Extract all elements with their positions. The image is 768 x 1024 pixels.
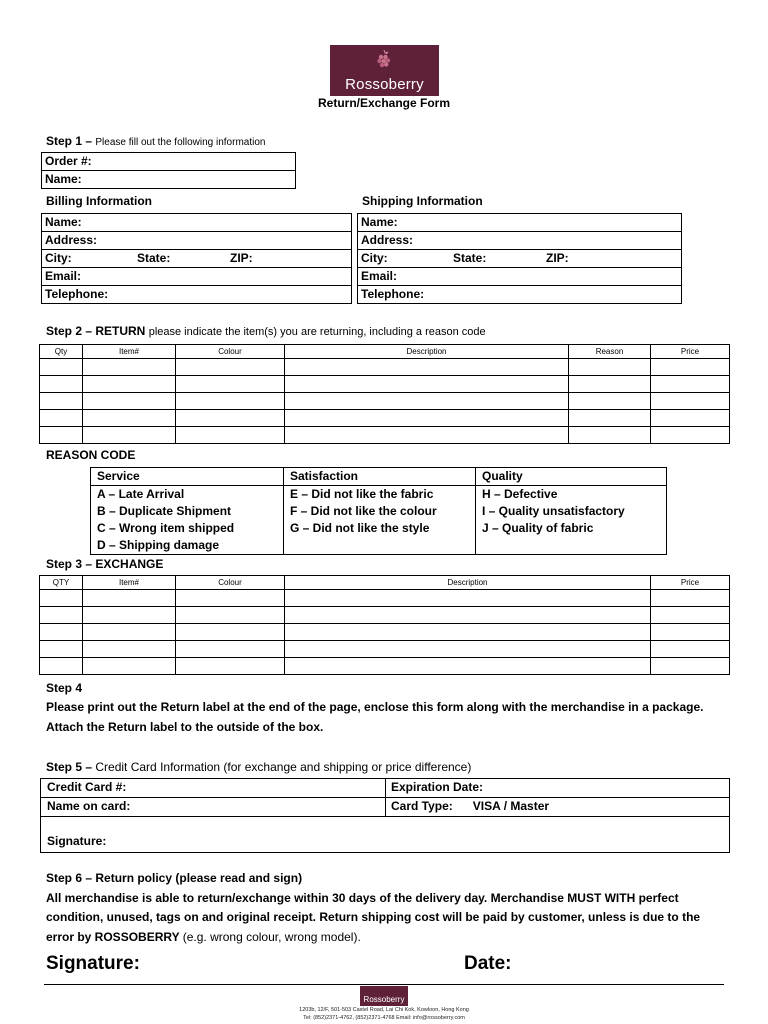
card-type-field[interactable] xyxy=(391,799,549,813)
reason-item xyxy=(284,537,476,555)
billing-email-field[interactable]: Email: xyxy=(42,268,352,286)
table-cell[interactable] xyxy=(176,427,285,444)
table-cell[interactable] xyxy=(40,410,83,427)
billing-city-label: City: xyxy=(45,251,72,265)
table-cell[interactable] xyxy=(83,410,176,427)
step6-heading: Step 6 – Return policy (please read and sign) xyxy=(46,871,303,885)
col-colour: Colour xyxy=(176,345,285,359)
shipping-heading: Shipping Information xyxy=(362,194,483,208)
table-row xyxy=(40,624,730,641)
footer-contact: Tel: (852)2371-4762, (852)2371-4768 Email: info@rossoberry.com xyxy=(303,1015,465,1021)
policy-line: condition, unused, tags on and original receipt. Return shipping cost will be paid by customer, unless is due to the xyxy=(46,910,701,924)
table-cell[interactable] xyxy=(40,359,83,376)
card-signature-field[interactable]: Signature: xyxy=(47,834,107,848)
date-label: Date: xyxy=(464,953,512,974)
table-row xyxy=(40,590,730,607)
return-items-table xyxy=(39,344,730,444)
table-cell[interactable] xyxy=(651,641,730,658)
table-row xyxy=(40,393,730,410)
table-cell[interactable] xyxy=(569,393,651,410)
billing-telephone-field[interactable]: Telephone: xyxy=(42,286,352,304)
step4-heading: Step 4 xyxy=(46,681,83,695)
table-row xyxy=(40,658,730,675)
table-cell[interactable] xyxy=(176,410,285,427)
table-cell[interactable] xyxy=(569,359,651,376)
table-cell[interactable] xyxy=(651,359,730,376)
table-cell[interactable] xyxy=(651,658,730,675)
brand-logo xyxy=(330,45,439,96)
footer-logo: Rossoberry xyxy=(360,986,408,1006)
table-cell[interactable] xyxy=(651,393,730,410)
table-cell[interactable] xyxy=(285,393,569,410)
billing-zip-label: ZIP: xyxy=(230,251,253,265)
table-cell[interactable] xyxy=(285,641,651,658)
reason-code-table xyxy=(90,467,667,555)
table-row xyxy=(40,427,730,444)
policy-line: All merchandise is able to return/exchange within 30 days of the delivery day. Merchandise MUST WITH perfect xyxy=(46,890,679,905)
billing-name-field[interactable]: Name: xyxy=(42,214,352,232)
name-on-card-field[interactable]: Name on card: xyxy=(47,799,131,813)
table-row xyxy=(40,641,730,658)
reason-category-quality: Quality xyxy=(476,468,667,486)
footer-divider xyxy=(44,984,724,985)
reason-item: F – Did not like the colour xyxy=(284,503,476,520)
table-cell[interactable] xyxy=(176,624,285,641)
table-cell[interactable] xyxy=(83,658,176,675)
table-cell[interactable] xyxy=(651,427,730,444)
reason-item: J – Quality of fabric xyxy=(476,520,667,537)
policy-line: error by ROSSOBERRY (e.g. wrong colour, wrong model). xyxy=(46,929,361,944)
table-cell[interactable] xyxy=(40,624,83,641)
step1-heading: Step 1 – Please fill out the following information xyxy=(46,134,266,148)
table-cell[interactable] xyxy=(651,376,730,393)
reason-item: E – Did not like the fabric xyxy=(284,486,476,504)
card-type-label: Card Type: xyxy=(391,799,453,813)
table-cell[interactable] xyxy=(40,641,83,658)
credit-card-box xyxy=(40,778,730,853)
shipping-telephone-field[interactable]: Telephone: xyxy=(358,286,682,304)
step5-heading: Step 5 – Credit Card Information (for exchange and shipping or price difference) xyxy=(46,760,472,774)
col-colour: Colour xyxy=(176,576,285,590)
table-cell[interactable] xyxy=(651,590,730,607)
reason-category-satisfaction: Satisfaction xyxy=(284,468,476,486)
table-cell[interactable] xyxy=(40,607,83,624)
table-cell[interactable] xyxy=(176,607,285,624)
reason-item: D – Shipping damage xyxy=(91,537,284,555)
order-number-field[interactable]: Order #: xyxy=(42,153,296,171)
footer-address: 1203b, 12/F, 501-503 Castel Road, Lai Chi Kok, Kowloon, Hong Kong xyxy=(299,1007,469,1013)
reason-item: B – Duplicate Shipment xyxy=(91,503,284,520)
step6-section xyxy=(46,869,700,947)
table-cell[interactable] xyxy=(285,590,651,607)
signature-label: Signature: xyxy=(46,953,140,974)
col-qty: Qty xyxy=(40,345,83,359)
col-price: Price xyxy=(651,576,730,590)
shipping-city-label: City: xyxy=(361,251,388,265)
col-price: Price xyxy=(651,345,730,359)
reason-code-heading: REASON CODE xyxy=(46,448,136,462)
reason-item: H – Defective xyxy=(476,486,667,504)
table-cell[interactable] xyxy=(176,658,285,675)
col-description: Description xyxy=(285,345,569,359)
shipping-address-field[interactable]: Address: xyxy=(358,232,682,250)
table-cell[interactable] xyxy=(285,658,651,675)
billing-table xyxy=(41,213,352,304)
exchange-items-table xyxy=(39,575,730,675)
brand-name: Rossoberry xyxy=(345,76,424,93)
table-cell[interactable] xyxy=(83,427,176,444)
order-name-field[interactable]: Name: xyxy=(42,171,296,189)
table-cell[interactable] xyxy=(569,410,651,427)
order-table xyxy=(41,152,296,189)
table-cell[interactable] xyxy=(285,410,569,427)
reason-item: C – Wrong item shipped xyxy=(91,520,284,537)
table-cell[interactable] xyxy=(176,641,285,658)
table-cell[interactable] xyxy=(40,376,83,393)
table-cell[interactable] xyxy=(176,359,285,376)
col-item: Item# xyxy=(83,576,176,590)
table-cell[interactable] xyxy=(176,393,285,410)
col-item: Item# xyxy=(83,345,176,359)
reason-item: I – Quality unsatisfactory xyxy=(476,503,667,520)
table-cell[interactable] xyxy=(83,641,176,658)
shipping-table xyxy=(357,213,682,304)
card-type-options: VISA / Master xyxy=(472,799,550,813)
table-cell[interactable] xyxy=(83,393,176,410)
shipping-state-label: State: xyxy=(453,251,487,265)
shipping-city-row[interactable] xyxy=(358,250,682,268)
billing-state-label: State: xyxy=(137,251,171,265)
reason-item: A – Late Arrival xyxy=(91,486,284,504)
form-title: Return/Exchange Form xyxy=(317,96,451,110)
table-cell[interactable] xyxy=(83,607,176,624)
shipping-email-field[interactable]: Email: xyxy=(358,268,682,286)
table-cell[interactable] xyxy=(285,376,569,393)
table-cell[interactable] xyxy=(83,590,176,607)
table-cell[interactable] xyxy=(285,624,651,641)
berry-icon xyxy=(376,49,392,69)
table-cell[interactable] xyxy=(176,376,285,393)
table-cell[interactable] xyxy=(651,410,730,427)
table-cell[interactable] xyxy=(285,607,651,624)
table-cell[interactable] xyxy=(40,427,83,444)
table-cell[interactable] xyxy=(40,590,83,607)
shipping-zip-label: ZIP: xyxy=(546,251,569,265)
step2-heading: Step 2 – RETURN please indicate the item(s) you are returning, including a reason code xyxy=(46,324,486,338)
table-cell[interactable] xyxy=(40,393,83,410)
table-cell[interactable] xyxy=(651,607,730,624)
table-row xyxy=(40,410,730,427)
step4-line: Attach the Return label to the outside of the box. xyxy=(46,719,324,734)
billing-address-field[interactable]: Address: xyxy=(42,232,352,250)
table-cell[interactable] xyxy=(83,359,176,376)
credit-card-number-field[interactable]: Credit Card #: xyxy=(47,780,127,794)
reason-category-service: Service xyxy=(91,468,284,486)
shipping-name-field[interactable]: Name: xyxy=(358,214,682,232)
table-cell[interactable] xyxy=(176,590,285,607)
table-cell[interactable] xyxy=(651,624,730,641)
step3-heading: Step 3 – EXCHANGE xyxy=(46,557,164,571)
col-qty: QTY xyxy=(40,576,83,590)
table-cell[interactable] xyxy=(285,427,569,444)
step4-instructions xyxy=(46,698,703,737)
table-cell[interactable] xyxy=(569,427,651,444)
table-cell[interactable] xyxy=(83,624,176,641)
table-cell[interactable] xyxy=(285,359,569,376)
table-cell[interactable] xyxy=(40,658,83,675)
table-row xyxy=(40,376,730,393)
billing-heading: Billing Information xyxy=(46,194,152,208)
table-row xyxy=(40,359,730,376)
billing-city-row[interactable] xyxy=(42,250,352,268)
table-cell[interactable] xyxy=(83,376,176,393)
reason-item: G – Did not like the style xyxy=(284,520,476,537)
expiration-date-field[interactable]: Expiration Date: xyxy=(391,780,484,794)
col-reason: Reason xyxy=(569,345,651,359)
step4-line: Please print out the Return label at the end of the page, enclose this form along with the merchandise in a package. xyxy=(46,700,704,714)
table-row xyxy=(40,607,730,624)
reason-item xyxy=(476,537,667,555)
col-description: Description xyxy=(285,576,651,590)
table-cell[interactable] xyxy=(569,376,651,393)
